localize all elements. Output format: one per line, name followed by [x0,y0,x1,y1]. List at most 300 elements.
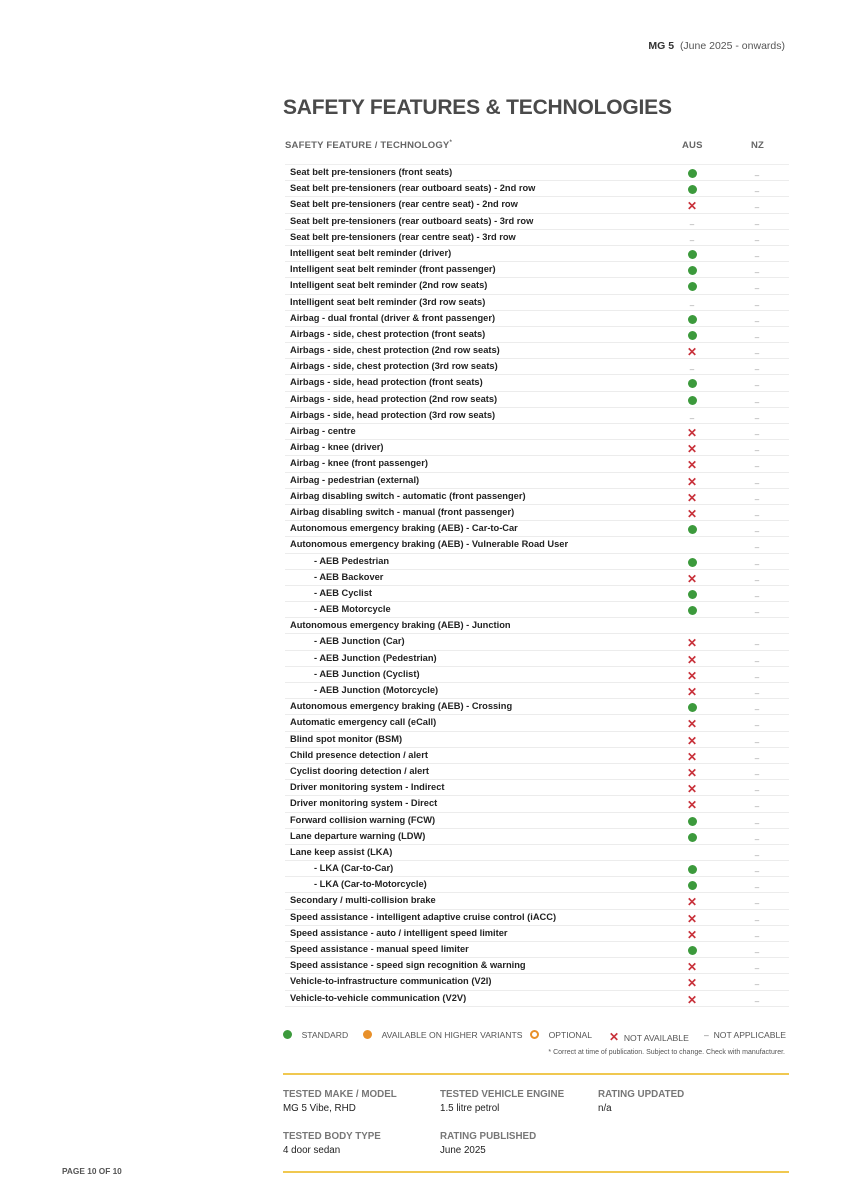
feature-name: Intelligent seat belt reminder (driver) [290,247,452,258]
aus-cell [682,359,702,374]
aus-cell [682,764,702,779]
standard-dot-icon [283,1030,292,1039]
aus-cell [682,278,702,293]
table-row [285,473,789,489]
aus-cell [682,651,702,666]
aus-cell [682,893,702,908]
feature-name: Airbag disabling switch - manual (front passenger) [290,506,515,517]
dash-icon: – [754,867,760,877]
header-model: MG 5 [648,40,675,52]
feature-name: Seat belt pre-tensioners (rear centre seat) - 2nd row [290,199,518,210]
table-row [285,505,789,521]
cross-icon: ✕ [686,199,698,214]
divider-top [283,1073,789,1075]
nz-cell [747,796,767,811]
dash-icon: – [754,413,760,423]
body-type-label: TESTED BODY TYPE [283,1131,381,1142]
dash-icon: – [754,171,760,180]
table-row [285,958,789,974]
table-row [285,375,789,391]
feature-name: Seat belt pre-tensioners (rear centre seat) - 3rd row [290,231,516,242]
nz-cell [747,375,767,390]
dash-icon: – [754,332,760,342]
dash-icon: – [754,510,760,520]
aus-cell [682,554,702,569]
aus-cell [682,537,702,552]
nz-cell [747,602,767,617]
cross-icon: ✕ [686,685,698,699]
table-row [285,295,789,311]
aus-cell [682,942,702,957]
dash-icon: – [754,931,760,941]
legend-optional: OPTIONAL [530,1030,592,1040]
nz-cell [747,392,767,407]
table-row [285,214,789,230]
dash-icon: – [754,608,760,618]
nz-cell [747,473,767,488]
nz-cell [747,926,767,941]
feature-name: - AEB Backover [314,571,384,582]
nz-cell [747,618,767,633]
nz-cell [747,262,767,277]
nz-cell [747,521,767,536]
footnote: * Correct at time of publication. Subject to change. Check with manufacturer. [548,1049,785,1056]
cross-icon: ✕ [686,571,698,586]
safety-features-table [285,164,789,1007]
dash-icon: – [754,219,760,229]
cross-icon: ✕ [686,976,698,991]
standard-dot-icon [688,606,697,615]
nz-cell [747,197,767,212]
aus-cell [682,958,702,973]
feature-name: Intelligent seat belt reminder (3rd row seats) [290,296,486,307]
aus-cell [682,408,702,423]
column-header-aus: AUS [682,140,703,151]
aus-cell [682,699,702,714]
table-row [285,343,789,359]
nz-cell [747,343,767,358]
dash-icon: – [754,964,760,974]
cross-icon: ✕ [686,733,698,748]
nz-cell [747,505,767,520]
nz-cell [747,327,767,342]
table-row [285,440,789,456]
dash-icon: – [754,769,760,779]
dash-icon: – [754,980,760,990]
cross-icon: ✕ [686,765,698,780]
feature-name: Airbags - side, chest protection (front seats) [290,328,486,339]
aus-cell [682,586,702,601]
aus-cell [682,667,702,682]
feature-name: Cyclist dooring detection / alert [290,765,429,776]
feature-name: Seat belt pre-tensioners (front seats) [290,167,453,177]
dash-icon: – [754,527,760,537]
nz-cell [747,748,767,763]
cross-icon: ✕ [686,895,698,910]
table-row [285,618,789,634]
nz-cell [747,408,767,423]
feature-name: Airbags - side, head protection (3rd row seats) [290,409,496,420]
table-row [285,732,789,748]
feature-name: Autonomous emergency braking (AEB) - Car-to-Car [290,523,518,534]
dash-icon: – [689,219,695,229]
table-row [285,715,789,731]
aus-cell [682,926,702,941]
nz-cell [747,440,767,455]
cross-icon: ✕ [686,798,698,813]
nz-cell [747,554,767,569]
table-row [285,861,789,877]
cross-icon: ✕ [686,782,698,797]
feature-name: Secondary / multi-collision brake [290,895,436,906]
dash-icon: – [754,640,760,650]
standard-dot-icon [688,169,697,178]
aus-cell [682,197,702,212]
feature-name: Airbag - knee (driver) [290,442,384,453]
cross-icon: ✕ [609,1030,620,1044]
table-row [285,910,789,926]
feature-name: Automatic emergency call (eCall) [290,717,437,728]
nz-cell [747,278,767,293]
dash-icon: – [754,316,760,326]
standard-dot-icon [688,881,697,890]
dash-icon: – [754,300,760,310]
feature-name: Intelligent seat belt reminder (2nd row seats) [290,280,488,291]
aus-cell [682,602,702,617]
dash-icon: – [754,802,760,812]
feature-name: Driver monitoring system - Indirect [290,782,445,793]
feature-name: - LKA (Car-to-Car) [314,863,394,874]
dash-icon: – [754,543,760,553]
nz-cell [747,359,767,374]
table-row [285,683,789,699]
feature-name: Blind spot monitor (BSM) [290,733,403,744]
dash-icon: – [754,494,760,504]
cross-icon: ✕ [686,717,698,732]
aus-cell [682,246,702,261]
table-row [285,651,789,667]
feature-name: Airbags - side, chest protection (3rd row seats) [290,361,498,372]
cross-icon: ✕ [686,668,698,683]
cross-icon: ✕ [686,506,698,521]
cross-icon: ✕ [686,992,698,1007]
feature-name: Speed assistance - manual speed limiter [290,944,469,954]
dash-icon: – [689,413,695,423]
aus-cell [682,489,702,504]
legend-higher-variants: AVAILABLE ON HIGHER VARIANTS [363,1030,522,1040]
column-header-feature: SAFETY FEATURE / TECHNOLOGY* [285,140,452,152]
aus-cell [682,456,702,471]
aus-cell [682,181,702,196]
dash-icon: – [754,187,760,197]
nz-cell [747,829,767,844]
dash-icon: – [754,446,760,456]
cross-icon: ✕ [686,474,698,489]
make-model-label: TESTED MAKE / MODEL [283,1089,397,1100]
dash-icon: – [754,397,760,407]
aus-cell [682,375,702,390]
feature-name: Forward collision warning (FCW) [290,814,436,825]
table-row [285,829,789,845]
nz-cell [747,424,767,439]
standard-dot-icon [688,331,697,340]
cross-icon: ✕ [686,652,698,667]
nz-cell [747,489,767,504]
feature-name: Airbags - side, head protection (front seats) [290,377,483,388]
aus-cell [682,877,702,892]
nz-cell [747,683,767,698]
optional-ring-icon [530,1030,539,1039]
standard-dot-icon [688,266,697,275]
dash-icon: – [754,705,760,715]
feature-name: Autonomous emergency braking (AEB) - Crossing [290,701,513,712]
nz-cell [747,732,767,747]
nz-cell [747,715,767,730]
feature-name: Airbag - pedestrian (external) [290,474,420,485]
table-row [285,991,789,1007]
dash-icon: – [754,203,760,213]
aus-cell [682,634,702,649]
dash-icon: – [754,721,760,731]
table-row [285,942,789,958]
rating-updated-value: n/a [598,1103,612,1114]
aus-cell [682,780,702,795]
aus-cell [682,715,702,730]
cross-icon: ✕ [686,960,698,975]
dash-icon: – [754,996,760,1006]
dash-icon: – [754,268,760,278]
cross-icon: ✕ [686,345,698,360]
dash-icon: – [754,462,760,472]
aus-cell [682,295,702,310]
table-row [285,165,789,181]
feature-name: Seat belt pre-tensioners (rear outboard seats) - 3rd row [290,215,534,226]
nz-cell [747,246,767,261]
engine-value: 1.5 litre petrol [440,1103,500,1114]
aus-cell [682,505,702,520]
standard-dot-icon [688,946,697,955]
rating-published-label: RATING PUBLISHED [440,1131,537,1142]
standard-dot-icon [688,590,697,599]
feature-name: Lane departure warning (LDW) [290,830,426,841]
table-row [285,926,789,942]
table-row [285,489,789,505]
aus-cell [682,861,702,876]
nz-cell [747,295,767,310]
dash-icon: – [754,381,760,391]
dash-icon: – [754,251,760,261]
feature-name: Driver monitoring system - Direct [290,798,438,809]
standard-dot-icon [688,185,697,194]
dash-icon: – [754,478,760,488]
table-row [285,586,789,602]
feature-name: Speed assistance - speed sign recognition & warning [290,960,526,971]
feature-name: - AEB Cyclist [314,587,373,598]
aus-cell [682,392,702,407]
dash-icon: – [754,786,760,796]
table-row [285,392,789,408]
nz-cell [747,813,767,828]
table-row [285,813,789,829]
legend-standard: STANDARD [283,1030,348,1040]
dash-icon: – [754,915,760,925]
dash-icon: – [754,672,760,682]
aus-cell [682,991,702,1006]
table-row [285,602,789,618]
nz-cell [747,537,767,552]
table-row [285,570,789,586]
table-row [285,699,789,715]
aus-cell [682,343,702,358]
cross-icon: ✕ [686,927,698,942]
nz-cell [747,570,767,585]
divider-bottom [283,1171,789,1173]
nz-cell [747,780,767,795]
dash-icon: – [754,737,760,747]
feature-name: Airbags - side, chest protection (2nd row seats) [290,345,500,356]
dash-icon: – [754,753,760,763]
page-title: SAFETY FEATURES & TECHNOLOGIES [283,96,672,119]
table-row [285,278,789,294]
rating-updated-label: RATING UPDATED [598,1089,685,1100]
nz-cell [747,974,767,989]
feature-name: Vehicle-to-infrastructure communication (V2I) [290,976,492,987]
feature-name: - AEB Junction (Car) [314,636,405,647]
table-row [285,537,789,553]
aus-cell [682,910,702,925]
dash-icon: – [754,850,760,860]
feature-name: Vehicle-to-vehicle communication (V2V) [290,992,467,1003]
feature-name: Speed assistance - auto / intelligent speed limiter [290,927,508,938]
aus-cell [682,829,702,844]
cross-icon: ✕ [686,749,698,764]
feature-name: - AEB Pedestrian [314,555,390,566]
feature-name: Airbags - side, head protection (2nd row seats) [290,393,498,404]
aus-cell [682,570,702,585]
legend-not-available: ✕ NOT AVAILABLE [609,1030,689,1044]
document-header [648,40,785,52]
aus-cell [682,473,702,488]
aus-cell [682,845,702,860]
table-row [285,408,789,424]
dash-icon: – [754,591,760,601]
nz-cell [747,893,767,908]
nz-cell [747,942,767,957]
table-row [285,780,789,796]
nz-cell [747,667,767,682]
feature-name: Airbag - centre [290,426,356,436]
standard-dot-icon [688,379,697,388]
aus-cell [682,440,702,455]
table-row [285,796,789,812]
standard-dot-icon [688,703,697,712]
table-row [285,974,789,990]
table-row [285,845,789,861]
table-row [285,456,789,472]
nz-cell [747,311,767,326]
dash-icon: – [754,899,760,909]
nz-cell [747,861,767,876]
table-row [285,667,789,683]
cross-icon: ✕ [686,911,698,926]
feature-name: Child presence detection / alert [290,749,428,760]
aus-cell [682,424,702,439]
dash-icon: – [754,575,760,585]
feature-name: - AEB Junction (Pedestrian) [314,652,437,663]
standard-dot-icon [688,282,697,291]
higher-variants-dot-icon [363,1030,372,1039]
table-row [285,181,789,197]
nz-cell [747,699,767,714]
aus-cell [682,796,702,811]
feature-name: Autonomous emergency braking (AEB) - Vulnerable Road User [290,539,569,550]
table-row [285,230,789,246]
standard-dot-icon [688,396,697,405]
aus-cell [682,214,702,229]
feature-name: Airbag - knee (front passenger) [290,458,428,469]
column-header-nz: NZ [751,140,765,151]
cross-icon: ✕ [686,458,698,473]
feature-name: Airbag - dual frontal (driver & front passenger) [290,312,496,323]
table-row [285,424,789,440]
feature-name: Speed assistance - intelligent adaptive cruise control (iACC) [290,911,557,922]
page-number: PAGE 10 OF 10 [62,1166,122,1176]
dash-icon: – [754,365,760,375]
nz-cell [747,634,767,649]
dash-icon: – [704,1030,709,1040]
table-row [285,521,789,537]
nz-cell [747,456,767,471]
dash-icon: – [689,300,695,310]
table-row [285,764,789,780]
dash-icon: – [754,689,760,698]
table-row [285,893,789,909]
nz-cell [747,958,767,973]
table-row [285,262,789,278]
dash-icon: – [754,656,760,666]
standard-dot-icon [688,865,697,874]
standard-dot-icon [688,558,697,567]
dash-icon: – [754,349,760,359]
dash-icon: – [754,883,760,893]
feature-name: Autonomous emergency braking (AEB) - Junction [290,620,511,631]
engine-label: TESTED VEHICLE ENGINE [440,1089,565,1100]
aus-cell [682,262,702,277]
feature-name: Seat belt pre-tensioners (rear outboard seats) - 2nd row [290,183,536,194]
standard-dot-icon [688,833,697,842]
table-row [285,877,789,893]
table-row [285,359,789,375]
header-date-range: (June 2025 - onwards) [679,40,785,52]
table-row [285,246,789,262]
feature-name: Intelligent seat belt reminder (front passenger) [290,264,496,275]
aus-cell [682,683,702,698]
dash-icon: – [754,834,760,844]
feature-name: Airbag disabling switch - automatic (front passenger) [290,490,526,501]
dash-icon: – [754,235,760,245]
nz-cell [747,991,767,1006]
dash-icon: – [754,948,760,957]
table-row [285,327,789,343]
aus-cell [682,165,702,180]
aus-cell [682,974,702,989]
dash-icon: – [754,284,760,294]
dash-icon: – [754,430,760,439]
aus-cell [682,813,702,828]
nz-cell [747,181,767,196]
nz-cell [747,845,767,860]
feature-name: - AEB Junction (Motorcycle) [314,685,439,695]
